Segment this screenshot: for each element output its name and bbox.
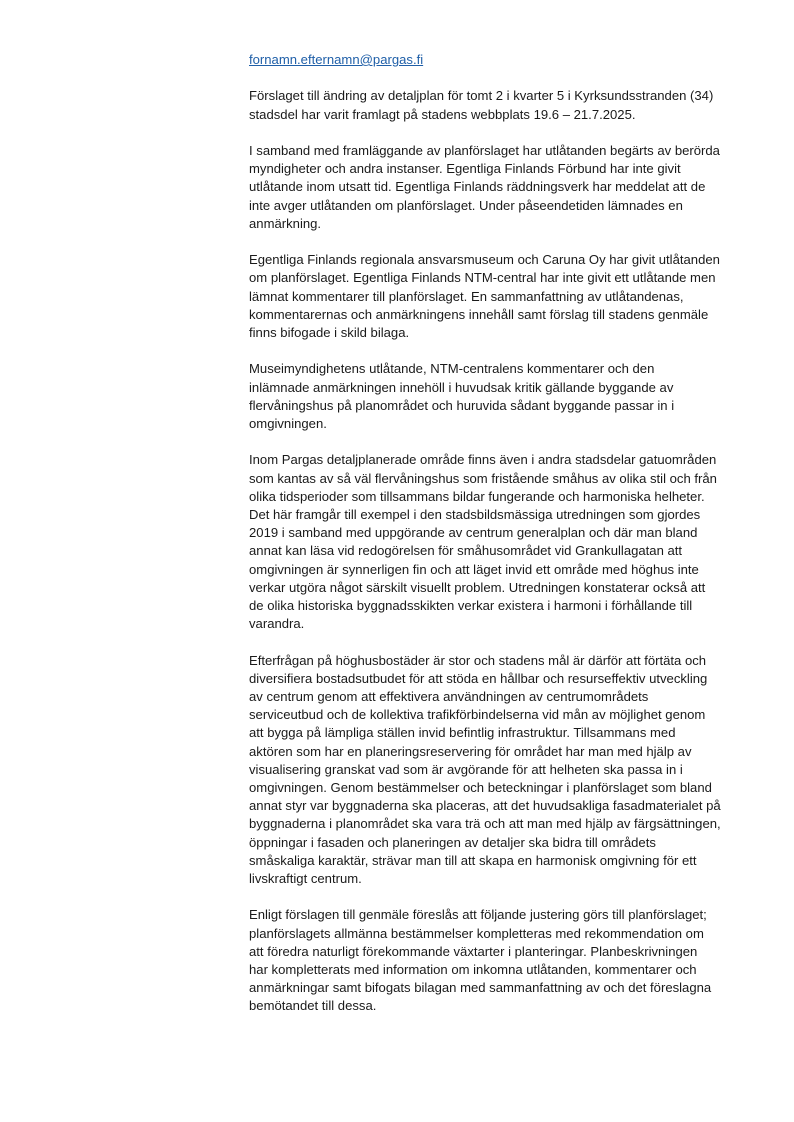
paragraph	[249, 142, 747, 233]
paragraph-line: Enligt förslagen till genmäle föreslås att följande justering görs till planförslaget;	[249, 907, 707, 923]
paragraph-line: småskaliga karaktär, strävar man till att skapa en harmonisk omgivning för ett	[249, 852, 697, 868]
paragraph-line: öppningar i fasaden och planeringen av detaljer ska bidra till områdets	[249, 834, 656, 850]
paragraph	[249, 87, 747, 123]
paragraph-line: 2019 i samband med uppgörande av centrum generalplan och där man bland	[249, 525, 698, 541]
paragraph-line: kommentarernas och anmärkningens innehåll samt förslag till stadens genmäle	[249, 306, 709, 322]
paragraph-line: livskraftigt centrum.	[249, 871, 362, 887]
paragraph-line: om planförslaget. Egentliga Finlands NTM-central har inte givit ett utlåtande men	[249, 270, 716, 286]
paragraph-line: diversifiera bostadsutbudet för att stöda en hållbar och resurseffektiv utveckling	[249, 670, 708, 686]
paragraph-line: serviceutbud och de kollektiva trafikförbindelserna vid mån av möjlighet genom	[249, 707, 706, 723]
paragraph-line: anmärkningar samt bifogats bilagan med sammanfattning av och det föreslagna	[249, 980, 712, 996]
paragraph-line: av centrum genom att effektivera användningen av centrumområdets	[249, 689, 649, 705]
paragraph-line: Förslaget till ändring av detaljplan för tomt 2 i kvarter 5 i Kyrksundsstranden (34)	[249, 88, 714, 104]
paragraph-line: Museimyndighetens utlåtande, NTM-centralens kommentarer och den	[249, 361, 655, 377]
paragraph-line: visualisering granskat vad som är avgörande för att helheten ska passa in i	[249, 761, 683, 777]
paragraph	[249, 906, 747, 1015]
paragraph-line: finns bifogade i skild bilaga.	[249, 325, 410, 340]
paragraph-line: I samband med framläggande av planförslaget har utlåtanden begärts av berörda	[249, 142, 720, 158]
paragraph-line: omgivningen är synnerligen fin och att läget invid ett område med höghus inte	[249, 561, 699, 577]
paragraph-line: Det här framgår till exempel i den stadsbildsmässiga utredningen som gjordes	[249, 507, 701, 522]
email-line	[249, 51, 747, 69]
paragraph	[249, 451, 747, 633]
paragraph-line: aktören som har en planeringsreservering för området har man med hjälp av	[249, 743, 692, 759]
paragraph-line: olika tidsperioder som tillsammans bildar fungerande och harmoniska helheter.	[249, 488, 705, 504]
paragraph-line: de olika historiska byggnadsskikten verkar existera i harmoni i förhållande till	[249, 598, 693, 614]
paragraph-line: inte avger utlåtanden om planförslaget. Under påseendetiden lämnades en	[249, 197, 683, 213]
paragraphs-container	[249, 87, 747, 1015]
paragraph-line: har kompletterats med information om inkomna utlåtanden, kommentarer och	[249, 962, 697, 978]
paragraph-line: Inom Pargas detaljplanerade område finns även i andra stadsdelar gatuområden	[249, 452, 717, 468]
paragraph-line: byggnaderna i planområdet ska vara trä och att man med hjälp av färgsättningen,	[249, 816, 721, 832]
paragraph-line: lämnat kommentarer till planförslaget. En sammanfattning av utlåtandenas,	[249, 288, 684, 304]
paragraph-line: inlämnade anmärkningen innehöll i huvudsak kritik gällande byggande av	[249, 379, 674, 395]
document-body	[249, 51, 747, 1034]
paragraph-line: verkar utgöra något särskilt visuellt problem. Utredningen konstaterar också att	[249, 579, 706, 595]
paragraph-line: omgivningen. Genom bestämmelser och beteckningar i planförslaget som bland	[249, 780, 712, 796]
paragraph-line: utlåtande inom utsatt tid. Egentliga Finlands räddningsverk har meddelat att de	[249, 179, 706, 195]
paragraph-line: som kantas av så väl flervåningshus som fristående småhus av olika stil och från	[249, 470, 717, 486]
paragraph	[249, 360, 747, 433]
paragraph-line: att föredra naturligt förekommande växtarter i planteringar. Planbeskrivningen	[249, 943, 698, 959]
paragraph-line: stadsdel har varit framlagt på stadens webbplats 19.6 – 21.7.2025.	[249, 106, 636, 122]
paragraph-line: anmärkning.	[249, 215, 322, 231]
paragraph-line: Egentliga Finlands regionala ansvarsmuseum och Caruna Oy har givit utlåtanden	[249, 252, 720, 268]
email-link[interactable]: fornamn.efternamn@pargas.fi	[249, 52, 424, 67]
paragraph-line: att bygga på lämpliga ställen invid befintlig infrastruktur. Tillsammans med	[249, 725, 676, 741]
paragraph-line: annat styr var byggnaderna ska placeras, att det huvudsakliga fasadmaterialet på	[249, 798, 721, 814]
paragraph-line: planförslagets allmänna bestämmelser kompletteras med rekommendation om	[249, 925, 704, 941]
paragraph	[249, 251, 747, 342]
paragraph-line: myndigheter och andra instanser. Egentliga Finlands Förbund har inte givit	[249, 161, 681, 177]
paragraph-line: omgivningen.	[249, 416, 327, 431]
paragraph-line: annat kan läsa vid redogörelsen för småhusområdet vid Grankullagatan att	[249, 543, 683, 559]
paragraph-line: varandra.	[249, 616, 305, 632]
paragraph	[249, 652, 747, 889]
paragraph-line: flervåningshus på planområdet och huruvida sådant byggande passar in i	[249, 397, 675, 413]
paragraph-line: bemötandet till dessa.	[249, 998, 377, 1014]
paragraph-line: Efterfrågan på höghusbostäder är stor och stadens mål är därför att förtäta och	[249, 652, 707, 668]
